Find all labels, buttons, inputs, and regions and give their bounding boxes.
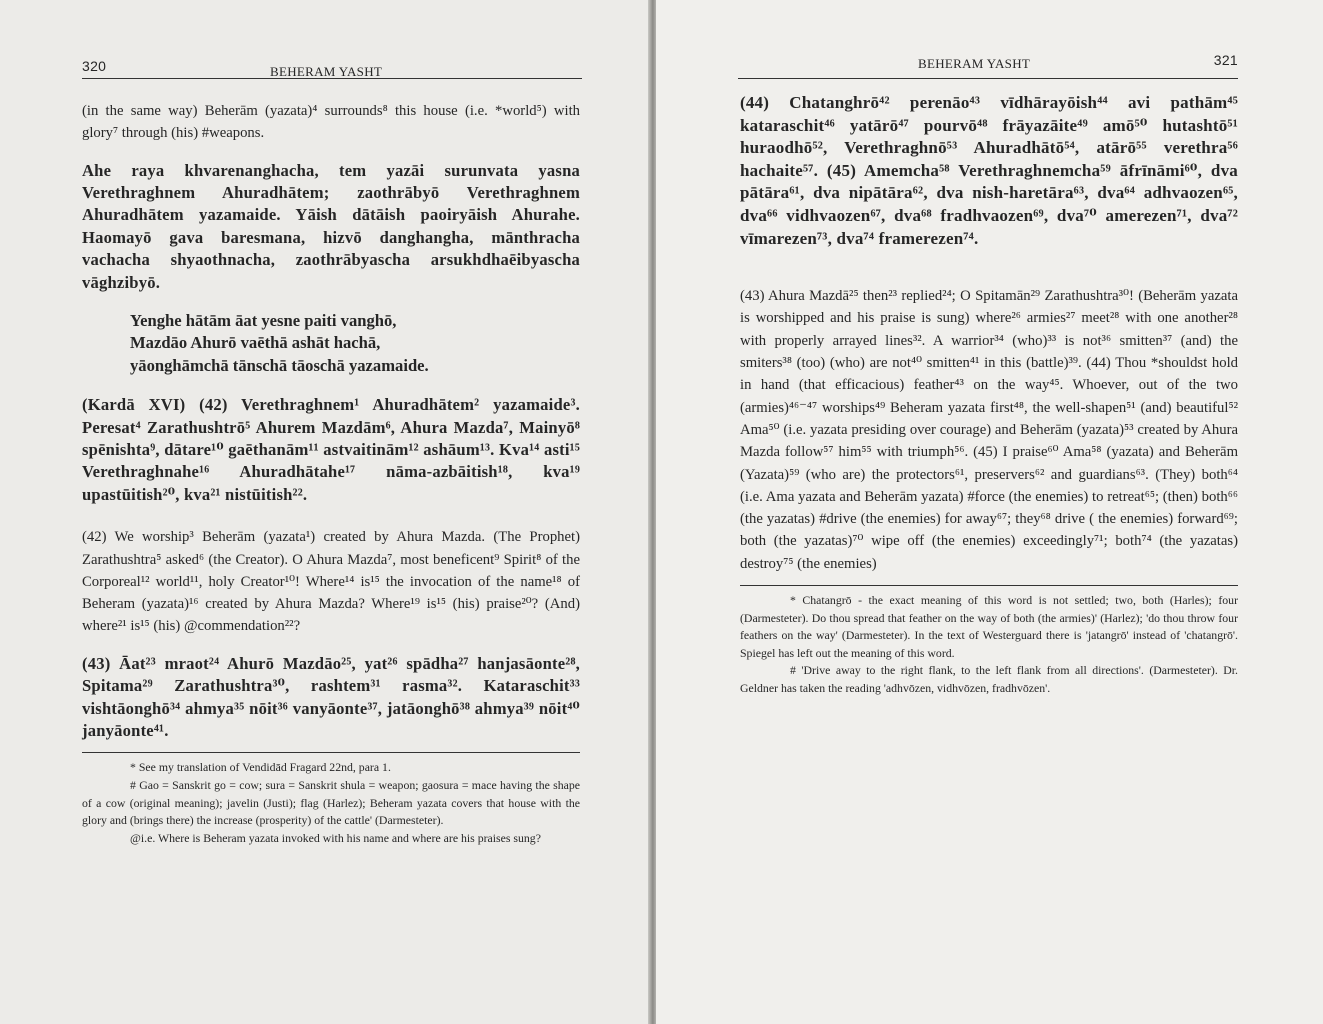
- running-head: BEHERAM YASHT: [918, 56, 1031, 71]
- avestan-verse: [82, 310, 580, 377]
- avestan-paragraph: Ahe raya khvarenanghacha, tem yazāi surunvata yasna Verethraghnem Ahuradhātem; zaothrābyō Verethraghnem Ahuradhātem yazamaide. Yāish dātāish paoiryāish Ahurahe. Haomayō gava baresmana, hizvō danghangha, mānthracha vachacha shyaothnacha, zaothrābyascha arsukhdhaēibyascha vāghzibyō.: [82, 160, 580, 292]
- footnote: @i.e. Where is Beheram yazata invoked with his name and where are his praises sung?: [130, 830, 541, 845]
- right-page: [656, 0, 1323, 1024]
- footnote: * Chatangrō - the exact meaning of this word is not settled; two, both (Harles); four (Darmesteter). Do thou spread that feather on the way of both (the armies)' (Harlez); 'do thou throw four feathers on the way' (Darmesteter). In the text of Westerguard there is 'jatangrō' instead of 'chatangrō'. Spiegel has left out the meaning of this word.: [740, 593, 1238, 660]
- footnote-rule: [740, 585, 1238, 586]
- footnote: # 'Drive away to the right flank, to the left flank from all directions'. (Darmesteter). Dr. Geldner has taken the reading 'adhvōzen, vidhvōzen, fradhvōzen'.: [740, 663, 1238, 695]
- avestan-paragraph: (43) Āat²³ mraot²⁴ Ahurō Mazdāo²⁵, yat²⁶ spādha²⁷ hanjasāonte²⁸, Spitama²⁹ Zarathushtra³⁰, rashtem³¹ rasma³². Kataraschit³³ vishtāonghō³⁴ ahmya³⁵ nōit³⁶ vanyāonte³⁷, jatāonghō³⁸ ahmya³⁹ nōit⁴⁰ janyāonte⁴¹.: [82, 653, 580, 740]
- left-page-header: [82, 52, 582, 79]
- page-number: 320: [82, 58, 107, 74]
- footnote: # Gao = Sanskrit go = cow; sura = Sanskrit shula = weapon; gaosura = mace having the shape of a cow (original meaning); javelin (Justi); flag (Harlez); Beheram yazata covers that house with the glory and (brings there) the increase (prosperity) of the cattle' (Darmesteter).: [82, 777, 580, 828]
- page-number: 321: [1213, 52, 1238, 68]
- left-page-body: [82, 100, 580, 847]
- running-head: BEHERAM YASHT: [270, 64, 383, 79]
- verse-line: Mazdāo Ahurō vaēthā ashāt hachā,: [130, 333, 381, 353]
- translation-paragraph: (42) We worship³ Beherām (yazata¹) created by Ahura Mazda. (The Prophet) Zarathushtra⁵ asked⁶ (the Creator). O Ahura Mazda⁷, most beneficent⁹ Spirit⁸ of the Corporeal¹² world¹¹, holy Creator¹⁰! Where¹⁴ is¹⁵ the invocation of the name¹⁸ of Beheram (yazata)¹⁶ created by Ahura Mazda? Where¹⁹ is¹⁵ (his) praise²⁰? (And) where²¹ is¹⁵ (his) @commendation²²?: [82, 529, 580, 635]
- footnote: * See my translation of Vendidād Fragard 22nd, para 1.: [130, 760, 391, 775]
- translation-paragraph: (43) Ahura Mazdā²⁵ then²³ replied²⁴; O Spitamān²⁹ Zarathushtra³⁰! (Beherām yazata is worshipped and his praise is sung) where²⁶ armies²⁷ meet²⁸ with one another²⁸ with properly arrayed lines³². A warrior³⁴ (who)³³ is not³⁶ smitten³⁷ (and) the smiters³⁸ (too) (who) are not⁴⁰ smitten⁴¹ in this (battle)³⁹. (44) Thou *shouldst hold in hand (that efficacious) feather⁴³ on the way⁴⁵. Whoever, out of the two (armies)⁴⁶⁻⁴⁷ worships⁴⁹ Beheram yazata first⁴⁸, the well-shapen⁵¹ (and) beautiful⁵² Ama⁵⁰ (i.e. yazata presiding over courage) and Beherām (yazata)⁵³ created by Ahura Mazda follow⁵⁷ him⁵⁵ with triumph⁵⁶. (45) I praise⁶⁰ Ama⁵⁸ (yazata) and Beherām (Yazata)⁵⁹ (who are) the protectors⁶¹, preservers⁶² and guardians⁶³. (They) both⁶⁴ (i.e. Ama yazata and Beherām yazata) #force (the enemies) to retreat⁶⁵; (then) both⁶⁶ (the yazatas) #drive (the enemies) for away⁶⁷; they⁶⁸ drive ( the enemies) forward⁶⁹; both (the yazatas)⁷⁰ wipe off (the enemies) exceedingly⁷¹; both⁷⁴ (the yazatas) destroy⁷⁵ (the enemies): [740, 288, 1238, 572]
- avestan-paragraph: (Kardā XVI) (42) Verethraghnem¹ Ahuradhātem² yazamaide³. Peresat⁴ Zarathushtrō⁵ Ahurem Mazdām⁶, Ahura Mazda⁷, Mainyō⁸ spēnishta⁹, dātare¹⁰ gaēthanām¹¹ astvaitinām¹² ashāum¹³. Kva¹⁴ asti¹⁵ Verethraghnahe¹⁶ Ahuradhātahe¹⁷ nāma-azbāitish¹⁸, kva¹⁹ upastūitish²⁰, kva²¹ nistūitish²².: [82, 395, 580, 504]
- right-page-header: [738, 52, 1238, 79]
- translation-paragraph: (in the same way) Beherām (yazata)⁴ surrounds⁸ this house (i.e. *world⁵) with glory⁷ through (his) #weapons.: [82, 103, 580, 142]
- verse-line: Yenghe hātām āat yesne paiti vanghō,: [130, 311, 397, 331]
- verse-line: yāonghāmchā tānschā tāoschā yazamaide.: [130, 355, 429, 375]
- avestan-paragraph: (44) Chatanghrō⁴² perenāo⁴³ vīdhārayōish⁴⁴ avi pathām⁴⁵ kataraschit⁴⁶ yatārō⁴⁷ pourvō⁴⁸ frāyazāite⁴⁹ amō⁵⁰ hutashtō⁵¹ huraodhō⁵², Verethraghnō⁵³ Ahuradhātō⁵⁴, atārō⁵⁵ verethra⁵⁶ hachaite⁵⁷. (45) Amemcha⁵⁸ Verethraghnemcha⁵⁹ āfrīnāmi⁶⁰, dva pātāra⁶¹, dva nipātāra⁶², dva nish-haretāra⁶³, dva⁶⁴ adhvaozen⁶⁵, dva⁶⁶ vidhvaozen⁶⁷, dva⁶⁸ fradhvaozen⁶⁹, dva⁷⁰ amerezen⁷¹, dva⁷² vīmarezen⁷³, dva⁷⁴ framerezen⁷⁴.: [740, 93, 1238, 248]
- right-page-body: [740, 92, 1238, 698]
- footnote-rule: [82, 752, 580, 753]
- left-page: [0, 0, 652, 1024]
